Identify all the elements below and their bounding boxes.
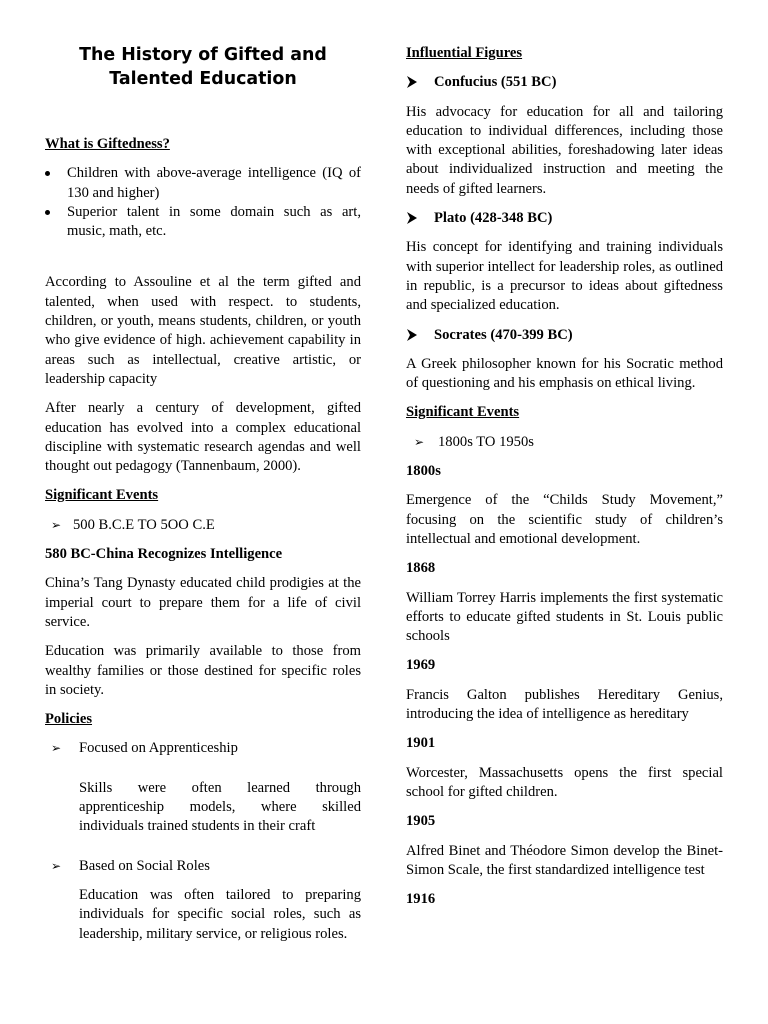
list-item xyxy=(45,164,361,203)
policy-description-apprenticeship: Skills were often learned through apprenticeship models, where skilled individuals trained students in their craft xyxy=(79,779,361,835)
year-1901: 1901 xyxy=(406,735,436,752)
right-column xyxy=(406,44,723,909)
events-range-left xyxy=(45,516,361,535)
significant-events-heading-right: Significant Events xyxy=(406,404,520,421)
century-paragraph: After nearly a century of development, gifted education has evolved into a complex educational discipline with systematic research agendas and well thought out pedagogy (Tannenbaum, 2000). xyxy=(45,400,361,475)
significant-events-heading-left: Significant Events xyxy=(45,487,159,504)
giftedness-bullet-list xyxy=(45,164,361,241)
china-heading: 580 BC-China Recognizes Intelligence xyxy=(45,546,283,563)
document-title xyxy=(45,44,361,91)
arrow-bullet-icon: ➢ xyxy=(51,741,62,756)
arrow-bullet-icon: ➢ xyxy=(51,858,62,873)
policy-item-apprenticeship xyxy=(45,739,361,758)
arrow-bullet-icon: ➢ xyxy=(414,434,425,449)
events-range-right xyxy=(406,433,723,452)
policies-heading: Policies xyxy=(45,711,93,728)
year-1800s-description: Emergence of the “Childs Study Movement,” focusing on the scientific study of children’s intellectual and emotional development. xyxy=(406,492,723,547)
title-line-1: The History of Gifted and xyxy=(79,45,327,65)
figure-label: Plato (428-348 BC) xyxy=(434,210,553,227)
year-1901-description: Worcester, Massachusetts opens the first special school for gifted children. xyxy=(406,764,723,800)
arrowhead-bullet-icon xyxy=(406,328,418,342)
arrowhead-bullet-icon xyxy=(406,75,418,89)
year-1969-description: Francis Galton publishes Hereditary Genius, introducing the idea of intelligence as hereditary xyxy=(406,686,723,723)
figure-label: Confucius (551 BC) xyxy=(434,74,557,91)
policy-description-social-roles: Education was often tailored to preparing individuals for specific social roles, such as leadership, military service, or religious roles. xyxy=(79,886,361,942)
plato-description: His concept for identifying and training individuals with superior intellect for leadership roles, as outlined in republic, is a precursor to ideas about giftedness and specialized education. xyxy=(406,239,723,314)
year-1868: 1868 xyxy=(406,560,436,577)
policy-item-social-roles xyxy=(45,857,361,876)
bullet-text: Children with above-average intelligence (IQ of 130 and higher) xyxy=(67,165,361,201)
bullet-icon xyxy=(45,171,50,176)
left-column xyxy=(45,44,361,944)
year-1905-description: Alfred Binet and Théodore Simon develop the Binet-Simon Scale, the first standardized intelligence test xyxy=(406,842,723,878)
figure-socrates xyxy=(406,326,723,345)
giftedness-heading: What is Giftedness? xyxy=(45,136,170,152)
year-1905: 1905 xyxy=(406,813,436,830)
policy-label: Based on Social Roles xyxy=(79,857,210,874)
figure-confucius xyxy=(406,73,723,92)
assouline-paragraph: According to Assouline et al the term gifted and talented, when used with respect. to students, children, or youth, means students, children, or youth who give evidence of high. achievement capability in areas such as intellectual, creative artistic, or leadership capacity xyxy=(45,274,361,387)
wealthy-paragraph: Education was primarily available to those from wealthy families or those destined for specific roles in society. xyxy=(45,643,361,698)
china-paragraph: China’s Tang Dynasty educated child prodigies at the imperial court to prepare them for a life of civil service. xyxy=(45,575,361,630)
list-item xyxy=(45,203,361,242)
year-1916: 1916 xyxy=(406,891,436,908)
confucius-description: His advocacy for education for all and tailoring education to individual differences, including those with exceptional abilities, foreshadowing later ideas about individualized instruction and meeting the needs of gifted learners. xyxy=(406,103,723,197)
socrates-description: A Greek philosopher known for his Socratic method of questioning and his emphasis on ethical living. xyxy=(406,355,723,392)
bullet-text: Superior talent in some domain such as art, music, math, etc. xyxy=(67,203,361,240)
policy-label: Focused on Apprenticeship xyxy=(79,740,238,757)
year-1800s: 1800s xyxy=(406,463,441,480)
bullet-icon xyxy=(45,210,50,215)
influential-figures-heading: Influential Figures xyxy=(406,45,523,61)
figure-label: Socrates (470-399 BC) xyxy=(434,326,573,343)
arrow-bullet-icon: ➢ xyxy=(51,517,62,532)
year-1868-description: William Torrey Harris implements the first systematic efforts to educate gifted students in St. Louis public schools xyxy=(406,589,723,645)
figure-plato xyxy=(406,209,723,228)
arrowhead-bullet-icon xyxy=(406,211,418,225)
events-range-text: 1800s TO 1950s xyxy=(438,433,534,450)
events-range-text: 500 B.C.E TO 5OO C.E xyxy=(73,516,215,533)
title-line-2: Talented Education xyxy=(109,68,297,89)
year-1969: 1969 xyxy=(406,657,436,674)
